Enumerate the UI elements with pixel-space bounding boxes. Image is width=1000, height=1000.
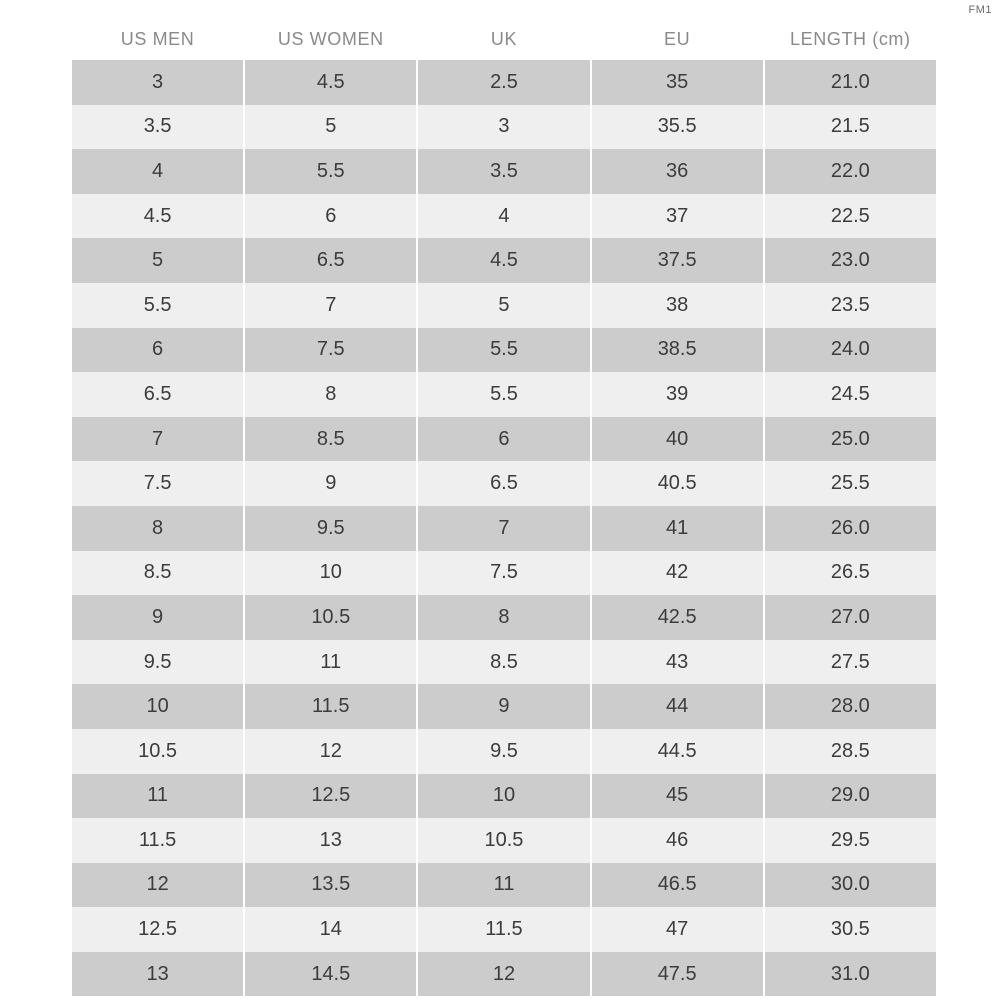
table-cell: 9 [72,595,244,640]
table-cell: 10 [72,684,244,729]
table-row [72,149,936,194]
table-cell: 8.5 [72,551,244,596]
table-cell: 28.5 [764,729,936,774]
table-header [72,18,936,60]
table-cell: 5.5 [417,328,590,373]
table-row [72,506,936,551]
table-cell: 29.5 [764,818,936,863]
table-cell: 9 [417,684,590,729]
table-cell: 12 [244,729,417,774]
table-cell: 5 [244,105,417,150]
table-row [72,907,936,952]
table-cell: 4.5 [72,194,244,239]
table-cell: 8.5 [244,417,417,462]
table-cell: 12 [417,952,590,997]
table-cell: 23.0 [764,238,936,283]
table-cell: 4 [417,194,590,239]
size-conversion-table [72,18,936,996]
table-cell: 22.0 [764,149,936,194]
table-cell: 13 [72,952,244,997]
table-row [72,417,936,462]
table-cell: 27.0 [764,595,936,640]
table-cell: 14 [244,907,417,952]
table-cell: 38 [591,283,764,328]
table-row [72,194,936,239]
table-row [72,595,936,640]
table-cell: 29.0 [764,774,936,819]
table-cell: 7.5 [244,328,417,373]
table-cell: 2.5 [417,60,590,105]
table-cell: 12 [72,863,244,908]
table-cell: 6.5 [244,238,417,283]
table-row [72,774,936,819]
table-cell: 26.5 [764,551,936,596]
table-cell: 9.5 [417,729,590,774]
table-cell: 40 [591,417,764,462]
table-cell: 5.5 [72,283,244,328]
table-cell: 41 [591,506,764,551]
table-cell: 43 [591,640,764,685]
table-cell: 10.5 [417,818,590,863]
table-cell: 38.5 [591,328,764,373]
table-cell: 6.5 [72,372,244,417]
table-cell: 11.5 [244,684,417,729]
size-chart [72,18,928,996]
table-cell: 47 [591,907,764,952]
table-row [72,863,936,908]
table-cell: 5.5 [417,372,590,417]
table-cell: 26.0 [764,506,936,551]
table-row [72,551,936,596]
table-row [72,328,936,373]
table-cell: 13 [244,818,417,863]
table-cell: 6 [244,194,417,239]
table-row [72,105,936,150]
table-cell: 8 [72,506,244,551]
table-cell: 13.5 [244,863,417,908]
table-cell: 45 [591,774,764,819]
table-cell: 6.5 [417,461,590,506]
table-cell: 14.5 [244,952,417,997]
table-row [72,684,936,729]
table-cell: 11 [244,640,417,685]
table-cell: 27.5 [764,640,936,685]
table-body [72,60,936,996]
table-cell: 10.5 [72,729,244,774]
table-cell: 5 [417,283,590,328]
table-cell: 6 [72,328,244,373]
table-cell: 21.0 [764,60,936,105]
table-cell: 4 [72,149,244,194]
column-header: LENGTH (cm) [764,18,936,60]
table-cell: 11.5 [417,907,590,952]
table-header-row [72,18,936,60]
table-cell: 22.5 [764,194,936,239]
table-cell: 28.0 [764,684,936,729]
table-cell: 7.5 [417,551,590,596]
table-cell: 12.5 [244,774,417,819]
table-cell: 30.5 [764,907,936,952]
table-row [72,729,936,774]
table-cell: 24.0 [764,328,936,373]
table-cell: 37 [591,194,764,239]
table-cell: 8.5 [417,640,590,685]
table-cell: 9.5 [72,640,244,685]
table-cell: 5 [72,238,244,283]
table-cell: 39 [591,372,764,417]
table-cell: 3 [72,60,244,105]
table-cell: 23.5 [764,283,936,328]
table-cell: 4.5 [244,60,417,105]
table-cell: 12.5 [72,907,244,952]
table-cell: 7 [417,506,590,551]
table-cell: 25.0 [764,417,936,462]
table-cell: 6 [417,417,590,462]
corner-code: FM1 [968,4,992,16]
table-cell: 40.5 [591,461,764,506]
table-cell: 44.5 [591,729,764,774]
table-cell: 25.5 [764,461,936,506]
table-cell: 11 [72,774,244,819]
table-row [72,952,936,997]
table-cell: 47.5 [591,952,764,997]
table-cell: 42.5 [591,595,764,640]
table-cell: 36 [591,149,764,194]
table-cell: 8 [417,595,590,640]
table-cell: 9.5 [244,506,417,551]
table-row [72,372,936,417]
table-cell: 44 [591,684,764,729]
table-cell: 35 [591,60,764,105]
table-cell: 30.0 [764,863,936,908]
column-header: UK [417,18,590,60]
table-cell: 4.5 [417,238,590,283]
table-cell: 3.5 [417,149,590,194]
table-cell: 3.5 [72,105,244,150]
table-cell: 7.5 [72,461,244,506]
table-cell: 24.5 [764,372,936,417]
column-header: US WOMEN [244,18,417,60]
table-cell: 31.0 [764,952,936,997]
table-cell: 8 [244,372,417,417]
table-cell: 42 [591,551,764,596]
column-header: EU [591,18,764,60]
table-row [72,640,936,685]
table-cell: 10 [417,774,590,819]
table-cell: 46 [591,818,764,863]
table-cell: 7 [72,417,244,462]
table-row [72,818,936,863]
table-cell: 3 [417,105,590,150]
column-header: US MEN [72,18,244,60]
table-row [72,60,936,105]
table-cell: 37.5 [591,238,764,283]
table-row [72,461,936,506]
table-row [72,283,936,328]
table-cell: 7 [244,283,417,328]
table-cell: 11 [417,863,590,908]
table-cell: 10 [244,551,417,596]
table-cell: 9 [244,461,417,506]
table-cell: 46.5 [591,863,764,908]
table-row [72,238,936,283]
table-cell: 10.5 [244,595,417,640]
table-cell: 11.5 [72,818,244,863]
table-cell: 21.5 [764,105,936,150]
table-cell: 35.5 [591,105,764,150]
table-cell: 5.5 [244,149,417,194]
